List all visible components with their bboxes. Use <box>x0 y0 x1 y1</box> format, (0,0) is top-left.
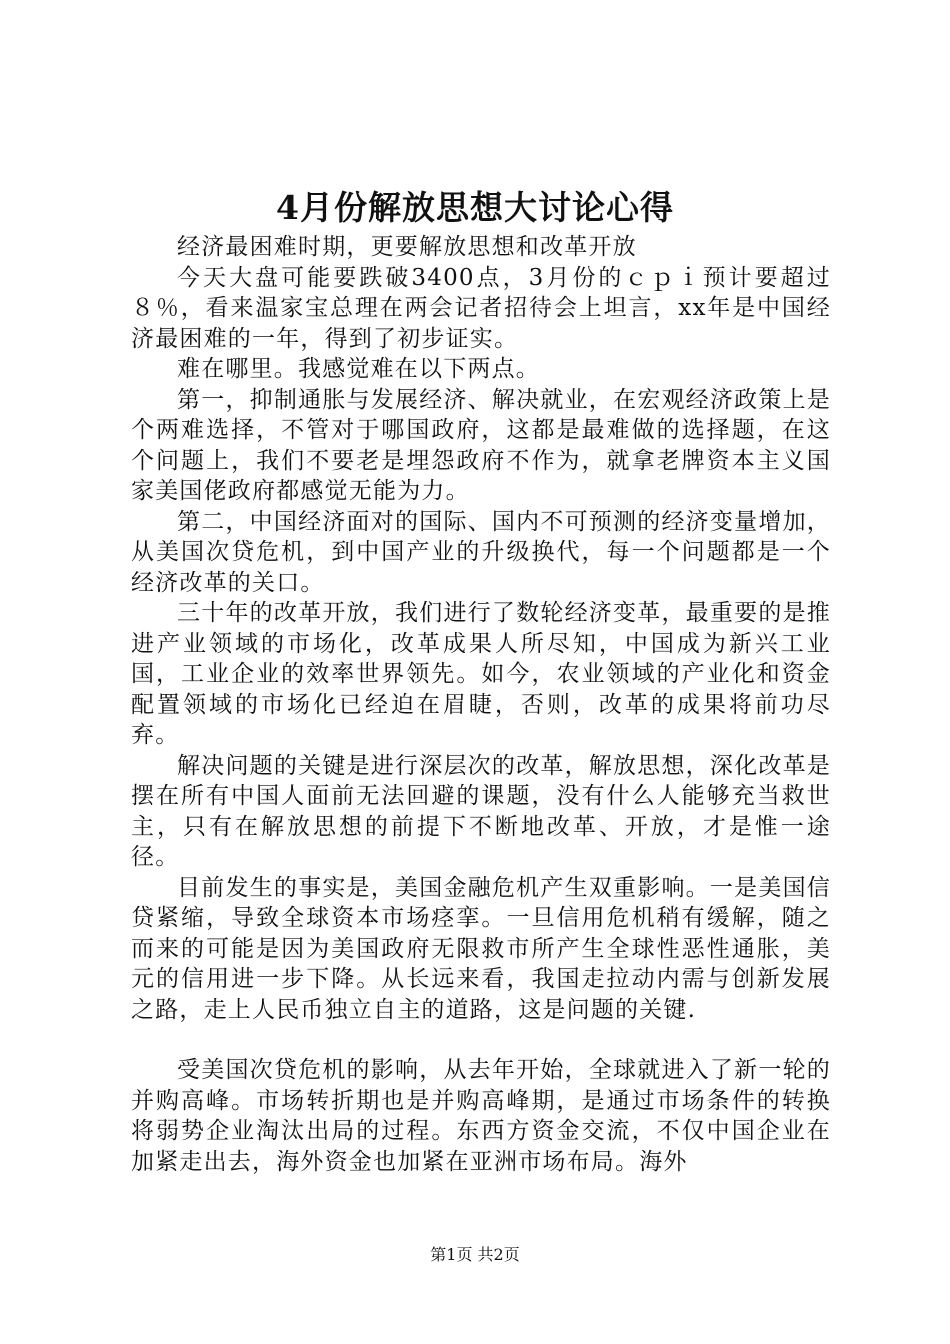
paragraph-9: 受美国次贷危机的影响，从去年开始，全球就进入了新一轮的并购高峰。市场转折期也是并购高峰期，是通过市场条件的转换将弱势企业淘汰出局的过程。东西方资金交流，不仅中国企业在加紧走出去，海外资金也加紧在亚洲市场布局。海外 <box>131 1057 831 1175</box>
paragraph-1: 经济最困难时期，更要解放思想和改革开放 <box>177 234 637 260</box>
paragraph-6: 三十年的改革开放，我们进行了数轮经济变革，最重要的是推进产业领域的市场化，改革成果人所尽知，中国成为新兴工业国，工业企业的效率世界领先。如今，农业领域的产业化和资金配置领域的市场化已经迫在眉睫，否则，改革的成果将前功尽弃。 <box>131 600 831 748</box>
paragraph-7: 解决问题的关键是进行深层次的改革，解放思想，深化改革是摆在所有中国人面前无法回避的课题，没有什么人能够充当救世主，只有在解放思想的前提下不断地改革、开放，才是惟一途径。 <box>131 752 831 870</box>
document-body <box>131 232 831 1177</box>
paragraph-gap <box>131 1025 831 1055</box>
page-footer: 第1页 共2页 <box>430 1245 520 1264</box>
paragraph-3: 难在哪里。我感觉难在以下两点。 <box>177 356 540 382</box>
paragraph-4: 第一，抑制通胀与发展经济、解决就业，在宏观经济政策上是个两难选择，不管对于哪国政府，这都是最难做的选择题，在这个问题上，我们不要老是埋怨政府不作为，就拿老牌资本主义国家美国佬政府都感觉无能为力。 <box>131 386 831 504</box>
paragraph-8: 目前发生的事实是，美国金融危机产生双重影响。一是美国信贷紧缩，导致全球资本市场痉挛。一旦信用危机稍有缓解，随之而来的可能是因为美国政府无限救市所产生全球性恶性通胀，美元的信用进一步下降。从长远来看，我国走拉动内需与创新发展之路，走上人民币独立自主的道路，这是问题的关键. <box>131 874 831 1023</box>
paragraph-5: 第二，中国经济面对的国际、国内不可预测的经济变量增加，从美国次贷危机，到中国产业的升级换代，每一个问题都是一个经济改革的关口。 <box>131 508 831 596</box>
document-title: 4月份解放思想大讨论心得 <box>276 188 674 227</box>
paragraph-2: 今天大盘可能要跌破3400点，3月份的ｃｐｉ预计要超过８％，看来温家宝总理在两会记者招待会上坦言，xx年是中国经济最困难的一年，得到了初步证实。 <box>131 264 831 352</box>
